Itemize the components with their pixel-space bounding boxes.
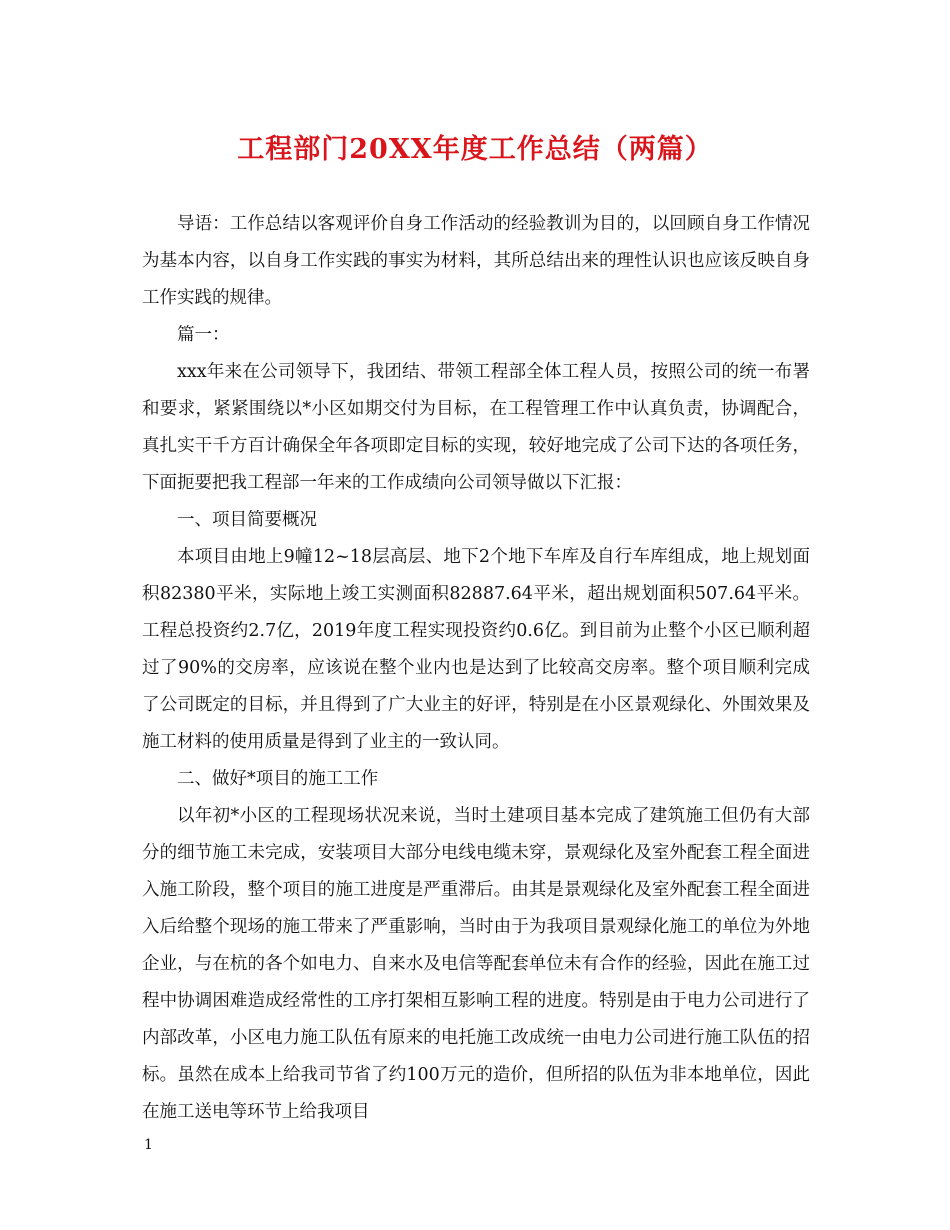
heading-project-overview: 一、项目简要概况 — [177, 510, 317, 530]
heading-construction-work: 二、做好*项目的施工工作 — [177, 769, 379, 789]
project-overview-paragraph: 本项目由地上9幢12~18层高层、地下2个地下车库及自行车库组成，地上规划面积82380平米，实际地上竣工实测面积82887.64平米，超出规划面积507.64平米。工程总投资约2.7亿，2019年度工程实现投资约0.6亿。到目前为止整个小区已顺利超过了90%的交房率，应该说在整个业内也是达到了比较高交房率。整个项目顺利完成了公司既定的目标，并且得到了广大业主的好评，特别是在小区景观绿化、外围效果及施工材料的使用质量是得到了业主的一致认同。 — [142, 547, 810, 752]
construction-work-paragraph: 以年初*小区的工程现场状况来说，当时土建项目基本完成了建筑施工但仍有大部分的细节施工未完成，安装项目大部分电线电缆未穿，景观绿化及室外配套工程全面进入施工阶段，整个项目的施工进度是严重滞后。由其是景观绿化及室外配套工程全面进入后给整个现场的施工带来了严重影响，当时由于为我项目景观绿化施工的单位为外地企业，与在杭的各个如电力、自来水及电信等配套单位未有合作的经验，因此在施工过程中协调困难造成经常性的工序打架相互影响工程的进度。特别是由于电力公司进行了内部改革，小区电力施工队伍有原来的电托施工改成统一由电力公司进行施工队伍的招标。虽然在成本上给我司节省了约100万元的造价，但所招的队伍为非本地单位，因此在施工送电等环节上给我项目 — [142, 806, 810, 1122]
section-label-part-one: 篇一： — [177, 325, 230, 345]
page-number: 1 — [144, 1137, 153, 1153]
document-body — [142, 206, 810, 1131]
document-title: 工程部门20XX年度工作总结（两篇） — [237, 134, 713, 165]
summary-paragraph: xxx年来在公司领导下，我团结、带领工程部全体工程人员，按照公司的统一布署和要求，紧紧围绕以*小区如期交付为目标，在工程管理工作中认真负责，协调配合，真扎实干千方百计确保全年各项即定目标的实现，较好地完成了公司下达的各项任务，下面扼要把我工程部一年来的工作成绩向公司领导做以下汇报： — [142, 362, 810, 493]
intro-paragraph: 导语：工作总结以客观评价自身工作活动的经验教训为目的，以回顾自身工作情况为基本内容，以自身工作实践的事实为材料，其所总结出来的理性认识也应该反映自身工作实践的规律。 — [142, 214, 810, 308]
